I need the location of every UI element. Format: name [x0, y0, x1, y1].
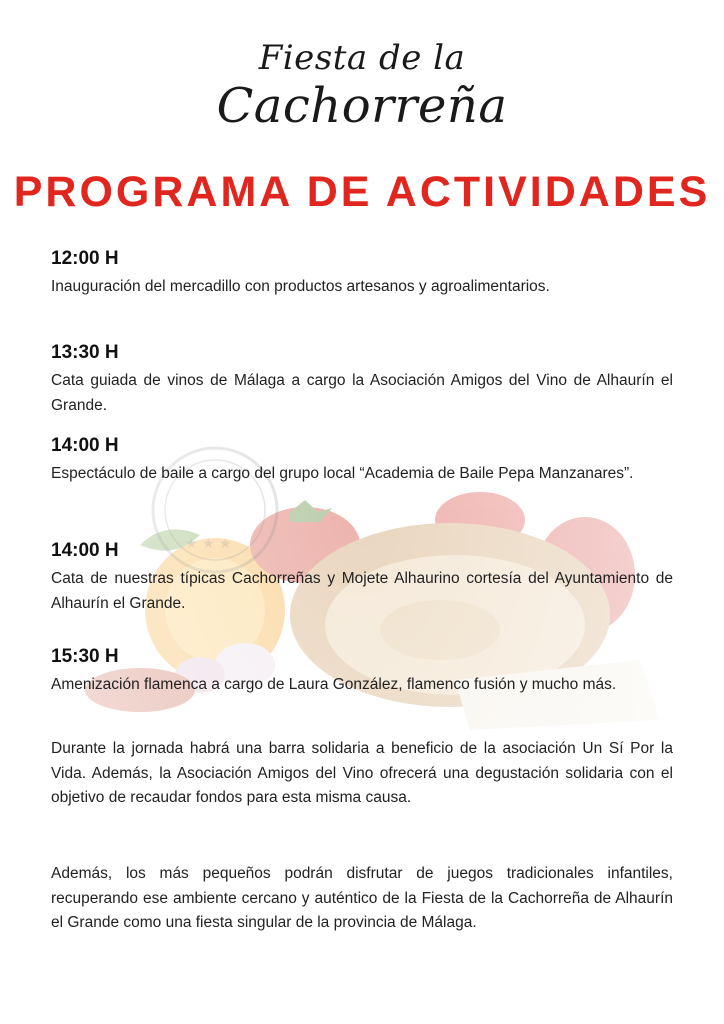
activity-time: 13:30 H: [51, 342, 119, 363]
activity-time: 12:00 H: [51, 248, 119, 269]
activity-description: Cata guiada de vinos de Málaga a cargo la Asociación Amigos del Vino de Alhaurín el Grande.: [51, 372, 673, 414]
activity-item: [51, 435, 673, 487]
activity-description: Inauguración del mercadillo con productos artesanos y agroalimentarios.: [51, 278, 550, 295]
activity-item: [51, 248, 673, 300]
activity-item: [51, 646, 673, 698]
activity-item: [51, 342, 673, 418]
activity-description: Espectáculo de baile a cargo del grupo local “Academia de Baile Pepa Manzanares”.: [51, 465, 634, 482]
activity-time: 14:00 H: [51, 540, 119, 561]
activity-description: Amenización flamenca a cargo de Laura González, flamenco fusión y mucho más.: [51, 676, 617, 693]
activity-description: Cata de nuestras típicas Cachorreñas y Mojete Alhaurino cortesía del Ayuntamiento de Alhaurín el Grande.: [51, 570, 673, 612]
children-games-paragraph: Además, los más pequeños podrán disfrutar de juegos tradicionales infantiles, recuperando ese ambiente cercano y auténtico de la Fiesta de la Cachorreña de Alhaurín el Grande como una fiesta singular de la provincia de Málaga.: [51, 865, 673, 931]
event-title-line-1: Fiesta de la: [258, 38, 466, 78]
program-heading: PROGRAMA DE ACTIVIDADES: [13, 168, 711, 216]
event-title-line-2: Cachorreña: [216, 78, 508, 134]
activity-time: 14:00 H: [51, 435, 119, 456]
solidarity-paragraph: Durante la jornada habrá una barra solidaria a beneficio de la asociación Un Sí Por la Vida. Además, la Asociación Amigos del Vino ofrecerá una degustación solidaria con el objetivo de recaudar fondos para esta misma causa.: [51, 740, 673, 806]
activity-item: [51, 540, 673, 616]
activity-time: 15:30 H: [51, 646, 119, 667]
